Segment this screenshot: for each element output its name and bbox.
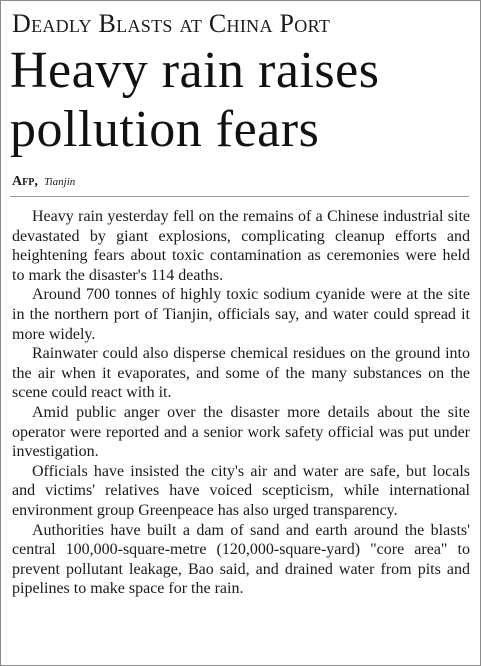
byline-place: Tianjin [44,176,76,188]
article-paragraph: Authorities have built a dam of sand and earth around the blasts' central 100,000-square-metre (120,000-square-yard) "core area" to prevent pollutant leakage, Bao said, and drained water from pits and pipelines to make space for the rain. [12,521,470,598]
article-body [12,207,470,599]
article-byline [12,173,75,190]
byline-divider [10,196,469,197]
article-headline: Heavy rain raises pollution fears [10,42,380,158]
byline-agency: Afp, [12,174,38,189]
article-kicker: Deadly Blasts at China Port [12,9,331,38]
article-paragraph: Officials have insisted the city's air and water are safe, but locals and victims' relatives have voiced scepticism, while international environment group Greenpeace has also urged transparency. [12,462,470,519]
article-paragraph: Heavy rain yesterday fell on the remains of a Chinese industrial site devastated by giant explosions, complicating cleanup efforts and heightening fears about toxic contamination as ceremonies were held to mark the disaster's 114 deaths. [12,208,470,284]
article-paragraph: Rainwater could also disperse chemical residues on the ground into the air when it evaporates, and some of the many substances on the scene could react with it. [12,345,470,402]
article-paragraph: Amid public anger over the disaster more details about the site operator were reported and a senior work safety official was put under investigation. [12,403,470,461]
article-paragraph: Around 700 tonnes of highly toxic sodium cyanide were at the site in the northern port of Tianjin, officials say, and water could spread it more widely. [12,286,470,343]
